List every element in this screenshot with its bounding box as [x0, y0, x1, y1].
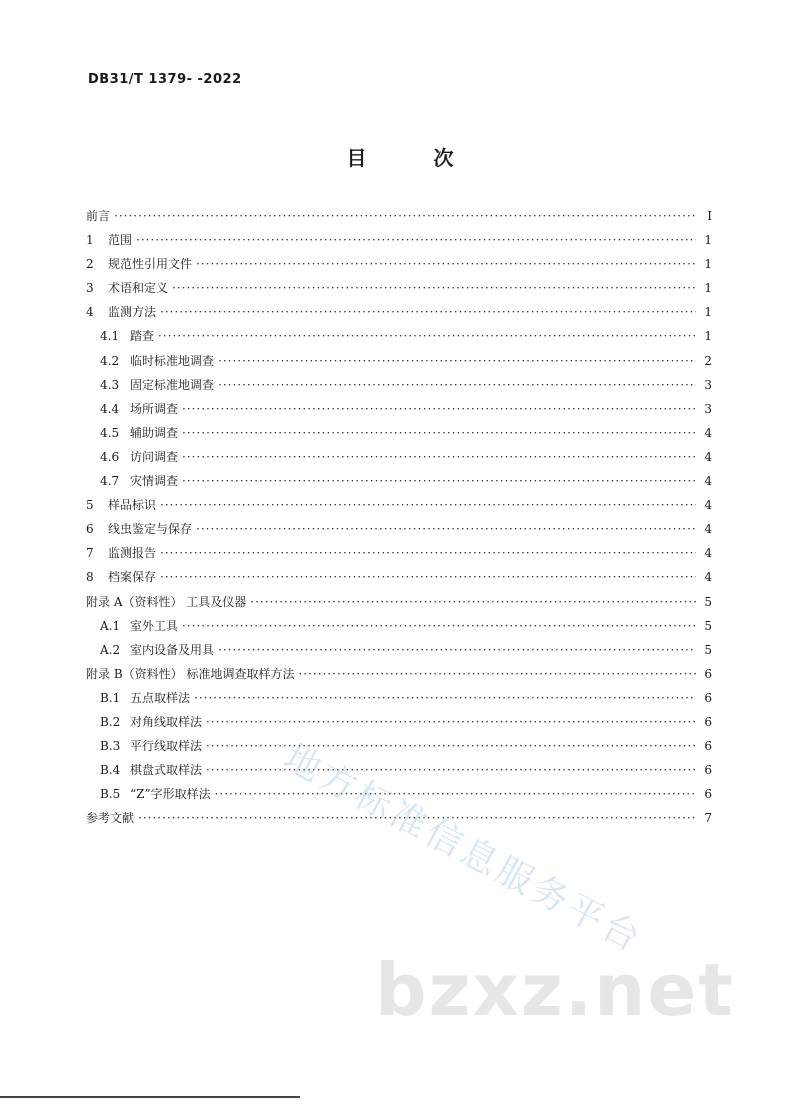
toc-entry[interactable]	[86, 541, 712, 565]
toc-entry-label: 室外工具	[130, 618, 179, 633]
toc-entry-page: 6	[704, 714, 712, 729]
toc-entry-label: 档案保存	[108, 570, 157, 585]
toc-entry-page: 1	[704, 233, 712, 248]
toc-entry-label: 监测报告	[108, 546, 157, 561]
toc-entry[interactable]	[86, 204, 712, 228]
toc-entry-page: 5	[704, 618, 712, 633]
toc-entry-page: 5	[704, 594, 712, 609]
toc-entry-page: 6	[704, 739, 712, 754]
toc-leader-dots	[182, 445, 696, 469]
toc-entry-label: 平行线取样法	[130, 739, 203, 754]
toc-leader-dots	[172, 276, 696, 300]
toc-entry-label: 室内设备及用具	[130, 642, 215, 657]
toc-entry-number: 6	[86, 522, 94, 537]
toc-entry[interactable]	[86, 300, 712, 324]
toc-entry[interactable]	[86, 517, 712, 541]
toc-entry-number: 4	[86, 305, 94, 320]
toc-leader-dots	[182, 469, 696, 493]
toc-entry[interactable]	[86, 734, 712, 758]
toc-leader-dots	[182, 397, 696, 421]
toc-entry-label: 参考文献	[86, 811, 135, 826]
toc-entry-label: 灾情调查	[130, 474, 179, 489]
toc-entry-number: 3	[86, 281, 94, 296]
toc-leader-dots	[196, 517, 696, 541]
toc-entry-number: 1	[86, 233, 94, 248]
toc-entry[interactable]	[86, 758, 712, 782]
toc-entry[interactable]	[86, 252, 712, 276]
toc-leader-dots	[158, 324, 696, 348]
toc-entry-page: 4	[704, 425, 712, 440]
toc-leader-dots	[206, 710, 696, 734]
toc-entry-page: 7	[704, 811, 712, 826]
toc-entry-page: 4	[704, 474, 712, 489]
toc-entry-number: 2	[86, 257, 94, 272]
toc-entry-number: B.1	[100, 690, 121, 705]
toc-leader-dots	[182, 421, 696, 445]
toc-entry[interactable]	[86, 228, 712, 252]
toc-entry-label: 固定标准地调查	[130, 377, 215, 392]
footer-divider	[0, 1096, 300, 1098]
toc-entry[interactable]	[86, 782, 712, 806]
toc-entry-label: “Z”字形取样法	[130, 787, 211, 802]
toc-entry-page: 4	[704, 498, 712, 513]
toc-entry[interactable]	[86, 806, 712, 830]
toc-entry-label: 线虫鉴定与保存	[108, 522, 193, 537]
toc-entry-number: B.3	[100, 739, 121, 754]
toc-leader-dots	[196, 252, 696, 276]
toc-entry-label: 对角线取样法	[130, 714, 203, 729]
toc-entry-number: 4.4	[100, 401, 120, 416]
toc-leader-dots	[206, 734, 696, 758]
toc-entry-page: 2	[704, 353, 712, 368]
toc-leader-dots	[194, 686, 696, 710]
toc-entry[interactable]	[86, 469, 712, 493]
toc-entry-page: 4	[704, 449, 712, 464]
watermark-site: bzxz.net	[375, 948, 735, 1032]
toc-entry-label: 临时标准地调查	[130, 353, 215, 368]
toc-entry[interactable]	[86, 590, 712, 614]
toc-entry-page: 1	[704, 257, 712, 272]
toc-entry-page: 1	[704, 281, 712, 296]
toc-entry-page: 6	[704, 763, 712, 778]
toc-entry-label: 棋盘式取样法	[130, 763, 203, 778]
toc-entry[interactable]	[86, 710, 712, 734]
toc-entry[interactable]	[86, 349, 712, 373]
toc-entry-label: 五点取样法	[130, 690, 191, 705]
toc-entry-number: 4.1	[100, 329, 120, 344]
toc-leader-dots	[136, 228, 696, 252]
toc-entry-label: 监测方法	[108, 305, 157, 320]
toc-entry-label: 范围	[108, 233, 133, 248]
toc-entry-number: 5	[86, 498, 94, 513]
toc-entry-label: 规范性引用文件	[108, 257, 193, 272]
toc-entry-label: 附录 A（资料性） 工具及仪器	[86, 594, 247, 609]
toc-entry-number: 4.6	[100, 449, 120, 464]
toc-entry-page: 5	[704, 642, 712, 657]
toc-entry-number: 4.3	[100, 377, 120, 392]
toc-entry-number: 4.2	[100, 353, 120, 368]
toc-entry[interactable]	[86, 686, 712, 710]
toc-leader-dots	[218, 638, 696, 662]
toc-entry-number: 4.5	[100, 425, 120, 440]
toc-entry-label: 样品标识	[108, 498, 157, 513]
toc-entry-label: 前言	[86, 209, 111, 223]
toc-leader-dots	[298, 662, 696, 686]
toc-entry-page: 4	[704, 546, 712, 561]
toc-entry-number: B.5	[100, 787, 121, 802]
toc-leader-dots	[160, 541, 696, 565]
toc-leader-dots	[138, 806, 696, 830]
toc-entry-number: A.2	[100, 642, 121, 657]
toc-entry-page: 1	[704, 305, 712, 320]
toc-leader-dots	[114, 204, 696, 228]
toc-title: 目 次	[346, 146, 484, 170]
document-code: DB31/T 1379- -2022	[88, 72, 242, 87]
toc-entry-page: 4	[704, 570, 712, 585]
toc-entry[interactable]	[86, 421, 712, 445]
toc-entry-page: I	[707, 209, 712, 223]
toc-leader-dots	[218, 349, 696, 373]
toc-entry-label: 附录 B（资料性） 标准地调查取样方法	[86, 666, 295, 681]
toc-entry-number: 7	[86, 546, 94, 561]
toc-entry-label: 辅助调查	[130, 425, 179, 440]
toc-entry-page: 6	[704, 666, 712, 681]
toc-leader-dots	[160, 493, 696, 517]
toc-entry[interactable]	[86, 614, 712, 638]
toc-entry[interactable]	[86, 662, 712, 686]
toc-entry[interactable]	[86, 324, 712, 348]
toc-entry-page: 4	[704, 522, 712, 537]
watermark-text: 地方标准信息服务平台	[276, 737, 650, 962]
toc-leader-dots	[160, 300, 696, 324]
toc-entry-number: A.1	[100, 618, 121, 633]
toc-entry[interactable]	[86, 638, 712, 662]
toc-entry[interactable]	[86, 565, 712, 589]
toc-entry-number: B.4	[100, 763, 121, 778]
toc-entry-page: 3	[704, 401, 712, 416]
toc-entry-number: 4.7	[100, 474, 120, 489]
toc-entry-label: 访问调查	[130, 449, 179, 464]
toc-entry-number: B.2	[100, 714, 121, 729]
toc-entry-page: 6	[704, 787, 712, 802]
toc-entry[interactable]	[86, 445, 712, 469]
toc-leader-dots	[250, 590, 696, 614]
toc-entry[interactable]	[86, 493, 712, 517]
toc-entry-page: 3	[704, 377, 712, 392]
toc-entry-label: 场所调查	[130, 401, 179, 416]
toc-leader-dots	[182, 614, 696, 638]
toc-entry-page: 6	[704, 690, 712, 705]
toc-entry-label: 踏查	[130, 329, 155, 344]
toc-leader-dots	[215, 782, 696, 806]
toc-leader-dots	[218, 373, 696, 397]
table-of-contents	[86, 204, 712, 830]
toc-entry[interactable]	[86, 397, 712, 421]
toc-entry[interactable]	[86, 276, 712, 300]
toc-entry-number: 8	[86, 570, 94, 585]
toc-leader-dots	[160, 565, 696, 589]
toc-entry-page: 1	[704, 329, 712, 344]
toc-entry-label: 术语和定义	[108, 281, 169, 296]
toc-entry[interactable]	[86, 373, 712, 397]
toc-leader-dots	[206, 758, 696, 782]
